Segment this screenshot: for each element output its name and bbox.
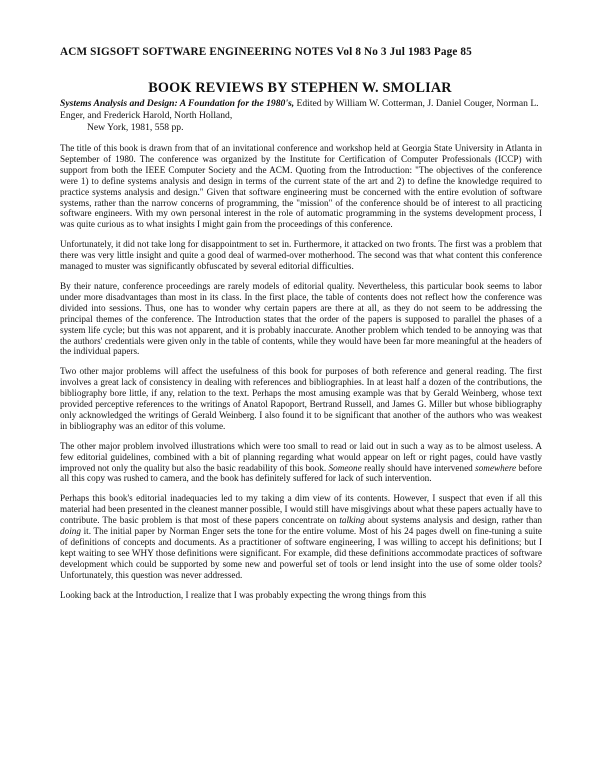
running-header: ACM SIGSOFT SOFTWARE ENGINEERING NOTES Vol 8 No 3 Jul 1983 Page 85 <box>60 46 472 58</box>
paragraph-6-part-c: it. The initial paper by Norman Enger sets the tone for the entire volume. Most of his 24 pages dwell on fine-tuning a suite of definitions of concepts and documents. As a practitioner of software engineering, I was willing to accept his definitions; but I kept waiting to see WHY those definitions were significant. For example, did these definitions accommodate practices of software development which could be supported by some new and powerful set of tools or lend insight into the use of some older tools? Unfortunately, this question was never addressed. <box>60 526 542 580</box>
book-citation <box>60 98 542 134</box>
emphasis-someone: Someone <box>328 462 362 473</box>
emphasis-doing: doing <box>60 526 81 537</box>
article-title: BOOK REVIEWS BY STEPHEN W. SMOLIAR <box>148 80 452 96</box>
book-publication: New York, 1981, 558 pp. <box>87 122 184 133</box>
emphasis-somewhere: somewhere <box>475 462 517 473</box>
emphasis-talking: talking <box>339 515 365 526</box>
paragraph-2: Unfortunately, it did not take long for disappointment to set in. Furthermore, it attacked on two fronts. The first was a problem that there was very little insight and quite a good deal of warmed-over motherhood. The second was that what content this conference managed to muster was significantly obfuscated by several editorial difficulties. <box>60 239 542 272</box>
paragraph-6 <box>60 493 542 580</box>
paragraph-7: Looking back at the Introduction, I realize that I was probably expecting the wrong things from this <box>60 589 427 600</box>
paragraph-5 <box>60 441 542 485</box>
paragraph-5-part-c: before all this copy was rushed to camera, and the book has definitely suffered for lack of such intervention. <box>60 462 542 484</box>
paragraph-6-part-b: about systems analysis and design, rather than <box>364 515 542 526</box>
paragraph-4: Two other major problems will affect the usefulness of this book for purposes of both reference and general reading. The first involves a great lack of consistency in dealing with references and bibliographies. In at least half a dozen of the contributions, the bibliography bore little, if any, relation to the text. Perhaps the most amusing example was that by Gerald Weinberg, whose text provided perceptive references to the writings of Anatol Rapoport, Bertrand Russell, and James G. Miller but whose bibliography only acknowledged the writings of Gerald Weinberg. I also found it to be significant that another of the authors who was weakest in bibliography was an editor of this volume. <box>60 366 542 431</box>
paragraph-5-part-b: really should have intervened <box>361 462 476 473</box>
paragraph-5-part-a: The other major problem involved illustrations which were too small to read or laid out in such a way as to be almost useless. A few editorial guidelines, combined with a bit of planning regarding what would appear on left or right pages, could have vastly improved not only the quality but also the basic readability of this book. <box>60 440 542 473</box>
review-body <box>60 143 542 610</box>
paragraph-3: By their nature, conference proceedings are rarely models of editorial quality. Nevertheless, this particular book seems to labor under more disadvantages than most in its class. In the first place, the table of contents does not reflect how the conference was divided into sessions. Thus, one has to wonder why certain papers are there at all, as they do not seem to be addressing the principal themes of the conference. The Introduction states that the order of the papers is supposed to parallel the phases of a system life cycle; but this was not apparent, and it is probably inaccurate. Another problem which tended to be annoying was that the authors' credentials were given only in the table of contents, while they would have been far more meaningful at the headers of the individual papers. <box>60 280 542 357</box>
book-editors: Edited by William W. Cotterman, J. Daniel Couger, Norman L. Enger, and Frederick Harold, North Holland, <box>60 98 539 121</box>
paragraph-1: The title of this book is drawn from that of an invitational conference and workshop held at Georgia State University in Atlanta in September of 1980. The conference was organized by the Institute for Certification of Computer Professionals (ICCP) with support from both the IEEE Computer Society and the ACM. Quoting from the Introduction: "The objectives of the conference were 1) to define systems analysis and design in terms of the current state of the art and 2) to define the knowledge required to practice systems analysis and design." Given that software engineering must be concerned with the entire evolution of software systems, rather than the narrow concerns of programming, the "mission" of the conference should be of interest to all practicing software engineers. With my own personal interest in the role of automatic programming in the systems development process, I was quite curious as to what insights I might gain from the proceedings of this conference. <box>60 143 542 230</box>
paragraph-6-part-a: Perhaps this book's editorial inadequacies led to my taking a dim view of its contents. However, I suspect that even if all this material had been presented in the cleanest manner possible, I would still have misgivings about what these papers actually have to contribute. The basic problem is that most of these papers concentrate on <box>60 493 542 526</box>
book-title: Systems Analysis and Design: A Foundation for the 1980's, <box>60 98 295 109</box>
